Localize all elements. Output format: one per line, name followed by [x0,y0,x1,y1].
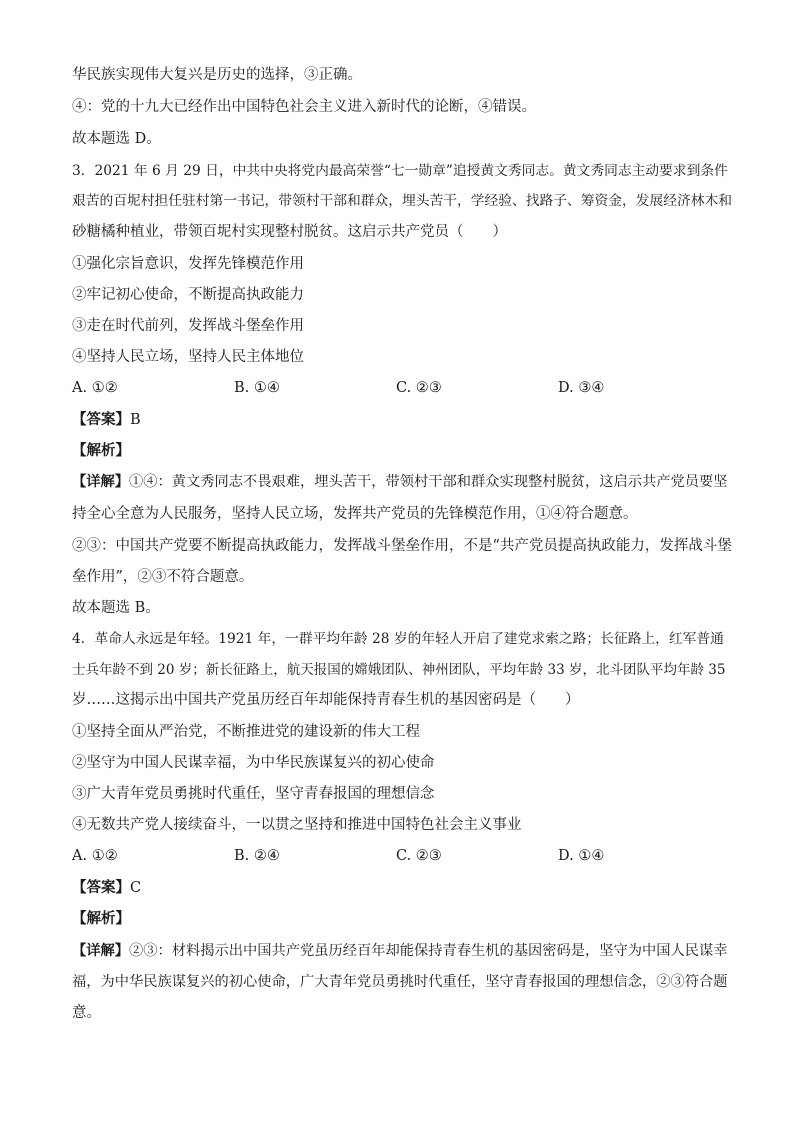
text-line: 故本题选 D。 [72,131,161,147]
analysis-tag: 【解析】 [72,910,130,927]
option-a[interactable]: A. ①② [72,380,118,396]
q4-item: ①坚持全面从严治党，不断推进党的建设新的伟大工程 [72,724,420,740]
q4-analysis-tag [72,908,732,930]
q4-answer-line [72,877,732,899]
q3-detail: 垒作用”，②③不符合题意。 [72,569,254,585]
q4-item: ④无数共产党人接续奋斗，一以贯之坚持和推进中国特色社会主义事业 [72,817,522,833]
q3-analysis-tag [72,440,732,462]
q3-item: ①强化宗旨意识，发挥先锋模范作用 [72,256,304,272]
answer-value: B [130,412,141,428]
q3-detail: 持全心全意为人民服务，坚持人民立场，发挥共产党员的先锋模范作用，①④符合题意。 [72,506,638,522]
answer-value: C [130,880,142,896]
option-c[interactable]: C. ②③ [396,380,442,396]
detail-text: ②③：材料揭示出中国共产党虽历经百年却能保持青春生机的基因密码是，坚守为中国人民谋幸 [129,943,728,959]
q3-detail [72,471,732,493]
q3-stem: 3．2021 年 6 月 29 日，中共中央将党内最高荣誉“七一勋章”追授黄文秀同志。黄文秀同志主动要求到条件 [72,163,728,179]
q4-detail [72,940,732,962]
q4-stem: 士兵年龄不到 20 岁；新长征路上，航天报国的嫦娥团队、神州团队，平均年龄 33 岁，北斗团队平均年龄 35 [72,662,726,678]
q3-item: ④坚持人民立场，坚持人民主体地位 [72,349,304,365]
q3-item: ②牢记初心使命，不断提高执政能力 [72,287,304,303]
q4-item: ③广大青年党员勇挑时代重任，坚守青春报国的理想信念 [72,786,435,802]
detail-tag: 【详解】 [72,474,130,490]
option-a[interactable]: A. ①② [72,848,118,864]
detail-tag: 【详解】 [72,943,130,959]
q3-stem: 砂糖橘种植业，带领百坭村实现整村脱贫。这启示共产党员（ ） [72,224,507,240]
detail-text: ①④：黄文秀同志不畏艰难，埋头苦干，带领村干部和群众实现整村脱贫，这启示共产党员要坚 [129,474,728,490]
q3-stem: 艰苦的百坭村担任驻村第一书记，带领村干部和群众，埋头苦干，学经验、找路子、筹资金，发展经济林木和 [72,193,733,209]
option-b[interactable]: B. ①④ [234,380,280,396]
option-b[interactable]: B. ②④ [234,848,280,864]
q3-answer-line [72,409,732,431]
option-d[interactable]: D. ①④ [558,848,605,864]
option-c[interactable]: C. ②③ [396,848,442,864]
q3-detail: ②③：中国共产党要不断提高执政能力，发挥战斗堡垒作用，不是“共产党员提高执政能力，发挥战斗堡 [72,538,732,554]
q4-item: ②坚守为中国人民谋幸福，为中华民族谋复兴的初心使命 [72,755,435,771]
q4-stem: 4．革命人永远是年轻。1921 年，一群平均年龄 28 岁的年轻人开启了建党求索之路；长征路上，红军普通 [72,631,724,647]
answer-tag: 【答案】 [72,879,130,896]
q3-item: ③走在时代前列，发挥战斗堡垒作用 [72,318,304,334]
q4-detail: 意。 [72,1005,101,1021]
q3-conclusion: 故本题选 B。 [72,600,160,616]
answer-tag: 【答案】 [72,411,130,428]
q4-stem: 岁……这揭示出中国共产党虽历经百年却能保持青春生机的基因密码是（ ） [72,692,580,708]
option-d[interactable]: D. ③④ [558,380,605,396]
q4-options [72,845,732,867]
analysis-tag: 【解析】 [72,442,130,459]
text-line: 华民族实现伟大复兴是历史的选择，③正确。 [72,67,362,83]
q3-options [72,377,732,399]
q4-detail: 福，为中华民族谋复兴的初心使命，广大青年党员勇挑时代重任，坚守青春报国的理想信念，②③符合题 [72,974,728,990]
text-line: ④：党的十九大已经作出中国特色社会主义进入新时代的论断，④错误。 [72,99,536,115]
